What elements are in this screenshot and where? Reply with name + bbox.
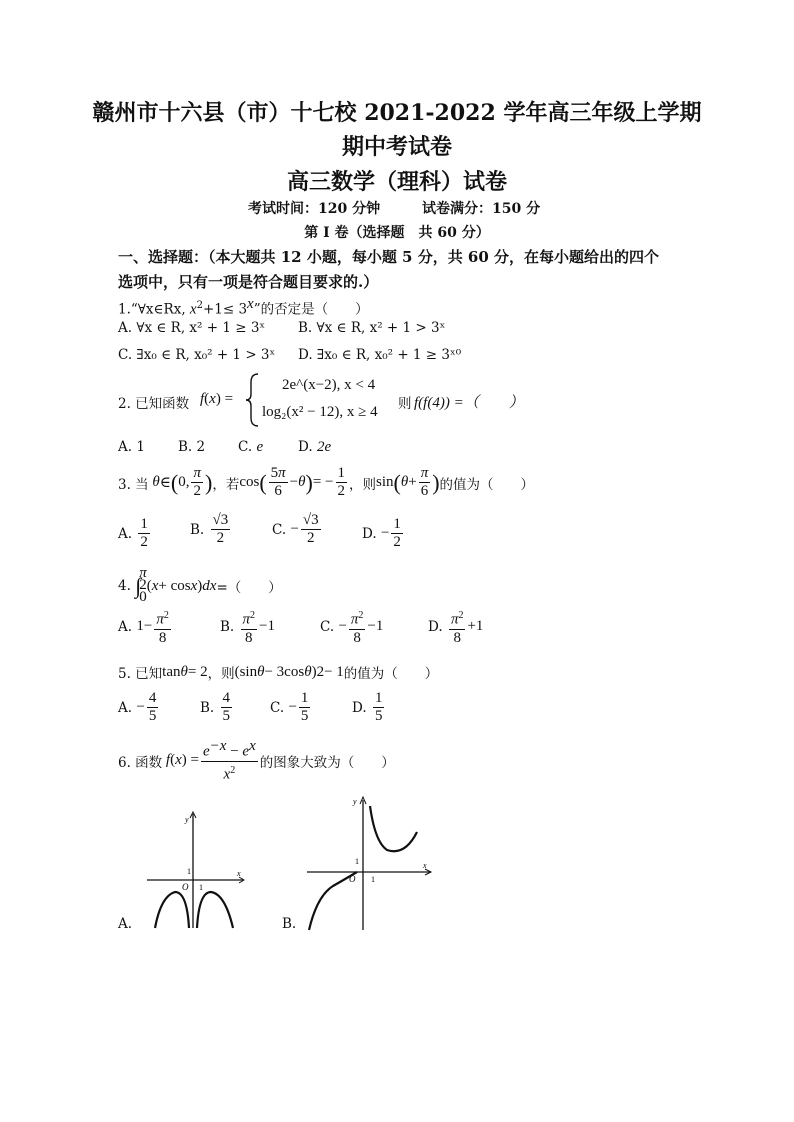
q2-ask: f(f(4)) =（ ） [414,395,524,411]
svg-text:O: O [182,882,189,892]
q2-option-b: B. 2 [178,439,206,455]
q1-option-b: B. ∀x ∈ R, x² + 1 > 3ˣ [298,320,446,336]
q5-option-c: C. − $\frac{1}{5}$ [270,690,309,724]
svg-text:1: 1 [187,867,191,876]
full-score: 试卷满分：150 分 [422,201,541,217]
q1-option-a: A. ∀x ∈ R, x² + 1 ≥ 3ˣ [118,320,266,336]
volume-heading: 第 I 卷（选择题 共 60 分） [304,225,490,241]
q2-then: 则 [398,396,412,412]
q1-option-d: D. ∃x₀ ∈ R, x₀² + 1 ≥ 3ˣ⁰ [298,347,462,363]
q1-option-c: C. ∃x₀ ∈ R, x₀² + 1 > 3ˣ [118,347,276,363]
svg-text:y: y [185,815,189,824]
q5-option-d: D. $\frac{1}{5}$ [352,690,383,724]
q4-option-c: C. − $\frac{\pi^2}{8}$ −1 [320,607,383,647]
svg-text:1: 1 [199,883,203,892]
q2-option-c: C. e [238,439,264,455]
question-1-stem: 1.“∀x∈Rx, $x^2+1\le 3^x$”的否定是（ ） [118,296,369,318]
q4-option-a: A. 1− $\frac{\pi^2}{8}$ [118,607,173,647]
svg-text:O: O [349,874,356,884]
q3-option-a: A. $\frac{1}{2}$ [118,516,148,550]
q6-option-a: A. [118,916,133,932]
question-5-stem: 5. 已知 tan θ = 2 ，则 (sin θ − 3cos θ ) 2 − 1 的值为（ ） [118,663,439,682]
question-6-stem: 6. 函数 f ( x ) = $\frac{e^{-x} - e^x}{x^2}$ 的图象大致为（ ） [118,738,395,783]
exam-time: 考试时间：120 分钟 [248,201,381,217]
q1-stem-pre: 1.“∀x∈Rx, [118,301,190,318]
q4-option-d: D. $\frac{\pi^2}{8}$ +1 [428,607,483,647]
section-heading-line1: 一、选择题：（本大题共 12 小题，每小题 5 分，共 60 分，在每小题给出的四个 [118,248,660,266]
q2-option-d: D. 2e [298,439,332,455]
q4-option-b: B. $\frac{\pi^2}{8}$ −1 [220,607,275,647]
q2-fx: f(x) = [200,391,234,407]
svg-text:y: y [353,797,357,806]
q2-case2: log₂(x² − 12), x ≥ 4 [262,404,378,420]
question-3-stem: 3. 当 θ ∈ ( 0, $\frac{\pi}{2}$ ) ，若 cos ( $\frac{5\pi}{6}$ − θ ) = − $\frac{1}{2}$ ，则 sin ( θ + $\frac{\pi}{6}$ ) 的值为（ ） [118,465,535,499]
svg-text:x: x [237,869,241,878]
q6-graph-a [145,808,247,930]
exam-title-line2: 期中考试卷 [341,134,452,160]
q2-option-a: A. 1 [118,439,145,455]
q3-option-b: B. $\frac{√3}{2}$ [190,512,229,546]
q3-option-d: D. − $\frac{1}{2}$ [362,516,401,550]
q2-case1: 2e^(x−2), x < 4 [282,377,376,393]
q5-option-b: B. $\frac{4}{5}$ [200,690,231,724]
q6-graph-b [305,792,435,932]
q1-stem-mid: +1≤ 3 [202,301,248,318]
svg-text:1: 1 [355,857,359,866]
q2-prefix: 2. 已知函数 [118,396,190,412]
question-4-stem: 4. ∫ π 2 0 ( x + cos x ) dx =（ ） [118,565,282,605]
q3-option-c: C. − $\frac{√3}{2}$ [272,512,319,546]
svg-text:1: 1 [371,875,375,884]
q2-brace [244,372,262,428]
q5-option-a: A. − $\frac{4}{5}$ [118,690,157,724]
q6-option-b: B. [282,916,297,932]
section-heading-line2: 选项中，只有一项是符合题目要求的.） [118,273,379,291]
svg-text:x: x [423,861,427,870]
exam-title-line1: 赣州市十六县（市）十七校 2021-2022 学年高三年级上学期 [92,100,702,126]
subject-title: 高三数学（理科）试卷 [286,169,507,195]
q1-stem-post: ”的否定是（ ） [253,301,369,318]
